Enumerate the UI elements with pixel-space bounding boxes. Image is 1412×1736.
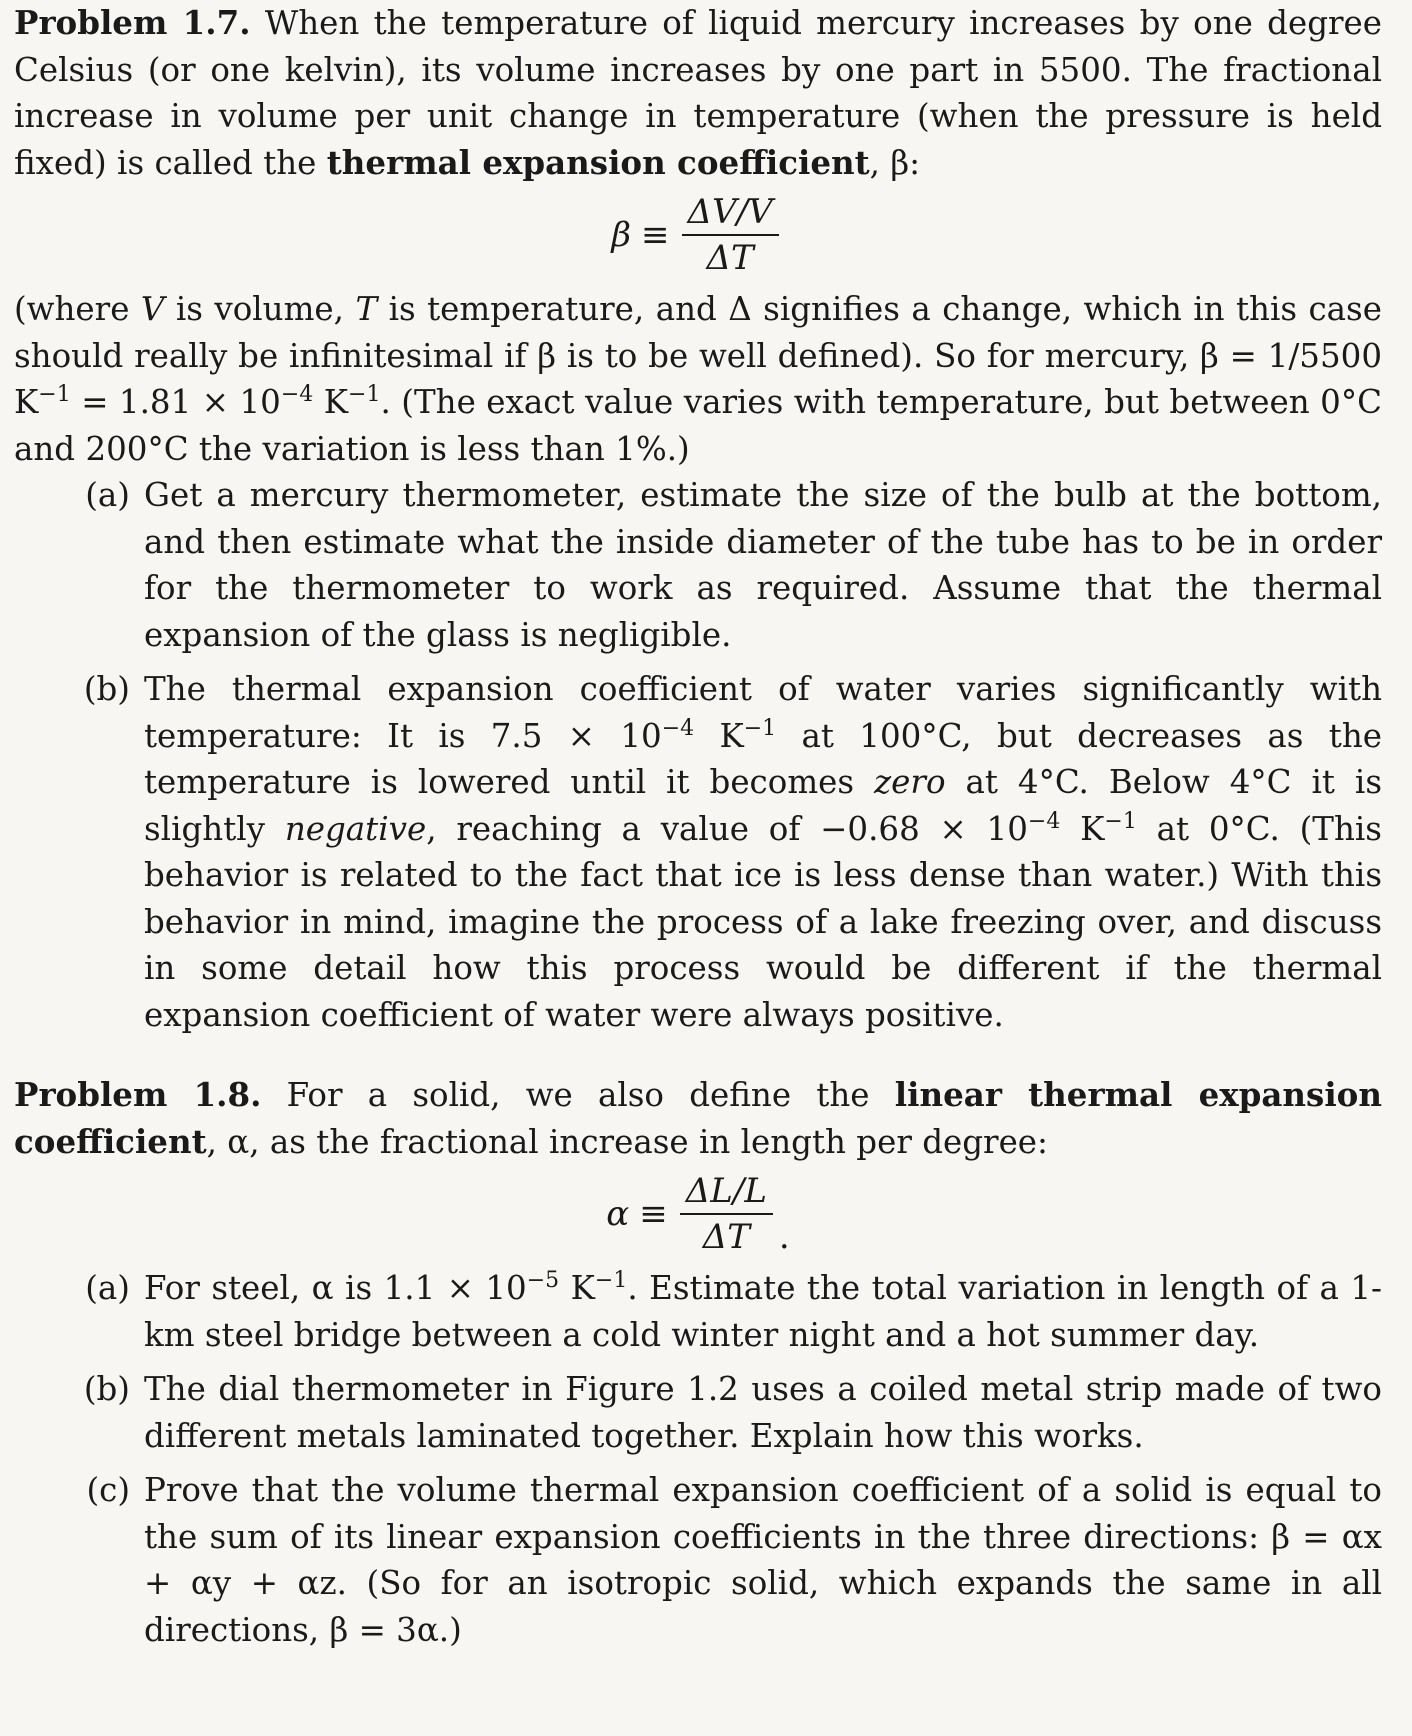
exponent: −1 bbox=[348, 382, 381, 408]
problem-1-8-part-c bbox=[14, 1467, 1382, 1653]
equation-denominator: ΔT bbox=[706, 238, 754, 278]
problem-1-7-title: Problem 1.7. bbox=[14, 3, 251, 42]
part-a-text-2: K bbox=[570, 1269, 595, 1307]
equation-lhs: α bbox=[606, 1194, 630, 1234]
problem-1-7-intro-text-1: When the temperature of liquid mercury increases by one degree Celsius (or one kelvin), its volume increases by one part in 5500. The fractional increase in volume per unit change in temperature (when the pressure is held fixed) is called the bbox=[14, 4, 1383, 182]
equation-fraction bbox=[682, 192, 779, 278]
part-text bbox=[144, 1265, 1382, 1358]
exponent: −1 bbox=[1104, 808, 1137, 834]
exponent: −4 bbox=[280, 382, 314, 408]
part-b-text-2: K bbox=[719, 716, 744, 755]
problem-1-8-title: Problem 1.8. bbox=[14, 1075, 262, 1114]
part-text: Get a mercury thermometer, estimate the size of the bulb at the bottom, and then estimate what the inside diameter of the tube has to be in order for the thermometer to work as required. Assume that the thermal expansion of the glass is negligible. bbox=[144, 476, 1382, 654]
exponent: −1 bbox=[38, 382, 71, 408]
equation-alpha-definition bbox=[14, 1171, 1382, 1257]
variable-v: V bbox=[140, 290, 165, 328]
part-b-text-7: at 0°C. (This behavior is related to the fact that ice is less dense than water.) With this behavior in mind, imagine the process of a lake freezing over, and discuss in some detail how this process would be different if the thermal expansion coefficient of water were always positive. bbox=[144, 809, 1382, 1034]
exponent: −1 bbox=[743, 715, 777, 741]
part-text: Prove that the volume thermal expansion coefficient of a solid is equal to the sum of its linear expansion coefficients in the three directions: β = αx + αy + αz. (So for an isotropic solid, which expands the same in all directions, β = 3α.) bbox=[144, 1471, 1382, 1649]
problem-1-8-intro-text-1: For a solid, we also define the bbox=[286, 1076, 870, 1114]
equation-beta-definition bbox=[14, 192, 1382, 278]
explanation-text-3: is temperature, and Δ signifies a change, which in this case should really be infinitesimal if β is to be well defined). So for mercury, β = 1/5500 K bbox=[14, 290, 1382, 421]
equation-numerator: ΔL/L bbox=[680, 1171, 773, 1215]
equation-relation: ≡ bbox=[641, 215, 670, 255]
part-b-text-3: at 100°C, but decreases as the temperature is lowered until it becomes bbox=[144, 716, 1383, 801]
exponent: −4 bbox=[661, 715, 695, 741]
equation-lhs: β bbox=[611, 215, 632, 255]
equation-fraction bbox=[680, 1171, 773, 1257]
part-text: The dial thermometer in Figure 1.2 uses a coiled metal strip made of two different metals laminated together. Explain how this works. bbox=[144, 1370, 1382, 1455]
equation-relation: ≡ bbox=[639, 1194, 668, 1234]
problem-1-7-part-b bbox=[14, 666, 1382, 1038]
explanation-text-6: . (The exact value varies with temperature, but between 0°C and 200°C the variation is less than 1%.) bbox=[14, 383, 1382, 468]
equation-trailing: . bbox=[778, 1217, 790, 1257]
term-linear-thermal-expansion-coefficient: linear thermal expansion coefficient bbox=[14, 1075, 1382, 1161]
part-a-text-1: For steel, α is 1.1 × 10 bbox=[144, 1269, 527, 1307]
part-label: (b) bbox=[83, 1370, 130, 1408]
problem-1-7-intro-text-2: , β: bbox=[869, 143, 921, 182]
part-b-text-6: K bbox=[1080, 809, 1105, 848]
explanation-text-4: = 1.81 × 10 bbox=[81, 383, 281, 421]
emphasis-zero: zero bbox=[874, 763, 946, 801]
problem-1-7-part-a bbox=[14, 472, 1382, 658]
problem-1-8-intro-text-2: , α, as the fractional increase in length per degree: bbox=[206, 1122, 1048, 1161]
term-thermal-expansion-coefficient: thermal expansion coefficient bbox=[326, 142, 870, 182]
variable-t: T bbox=[355, 290, 378, 328]
part-text bbox=[144, 666, 1382, 1038]
part-label: (b) bbox=[83, 670, 130, 708]
exponent: −4 bbox=[1027, 808, 1061, 834]
problem-separator bbox=[14, 1046, 1382, 1072]
problem-1-7-intro bbox=[14, 0, 1382, 186]
problem-1-8-intro bbox=[14, 1072, 1382, 1165]
part-label: (c) bbox=[86, 1471, 130, 1509]
part-b-text-1: The thermal expansion coefficient of water varies significantly with temperature: It is 7.5 × 10 bbox=[144, 670, 1382, 755]
problem-1-7-explanation bbox=[14, 286, 1382, 472]
explanation-text-2: is volume, bbox=[175, 290, 344, 328]
equation-denominator: ΔT bbox=[702, 1217, 750, 1257]
exponent: −1 bbox=[594, 1268, 628, 1294]
exponent: −5 bbox=[526, 1268, 560, 1294]
problem-1-8-part-b bbox=[14, 1366, 1382, 1459]
part-label: (a) bbox=[85, 476, 130, 514]
part-b-text-4: at 4°C. Below 4°C it is slightly bbox=[144, 763, 1382, 848]
equation-numerator: ΔV/V bbox=[682, 192, 779, 236]
explanation-text-1: (where bbox=[14, 290, 130, 328]
emphasis-negative: negative bbox=[284, 809, 427, 848]
part-label: (a) bbox=[85, 1269, 130, 1307]
problem-1-8-part-a bbox=[14, 1265, 1382, 1358]
explanation-text-5: K bbox=[323, 383, 349, 421]
part-b-text-5: , reaching a value of −0.68 × 10 bbox=[426, 809, 1028, 848]
part-a-text-3: . Estimate the total variation in length of a 1-km steel bridge between a cold winter night and a hot summer day. bbox=[144, 1269, 1382, 1354]
